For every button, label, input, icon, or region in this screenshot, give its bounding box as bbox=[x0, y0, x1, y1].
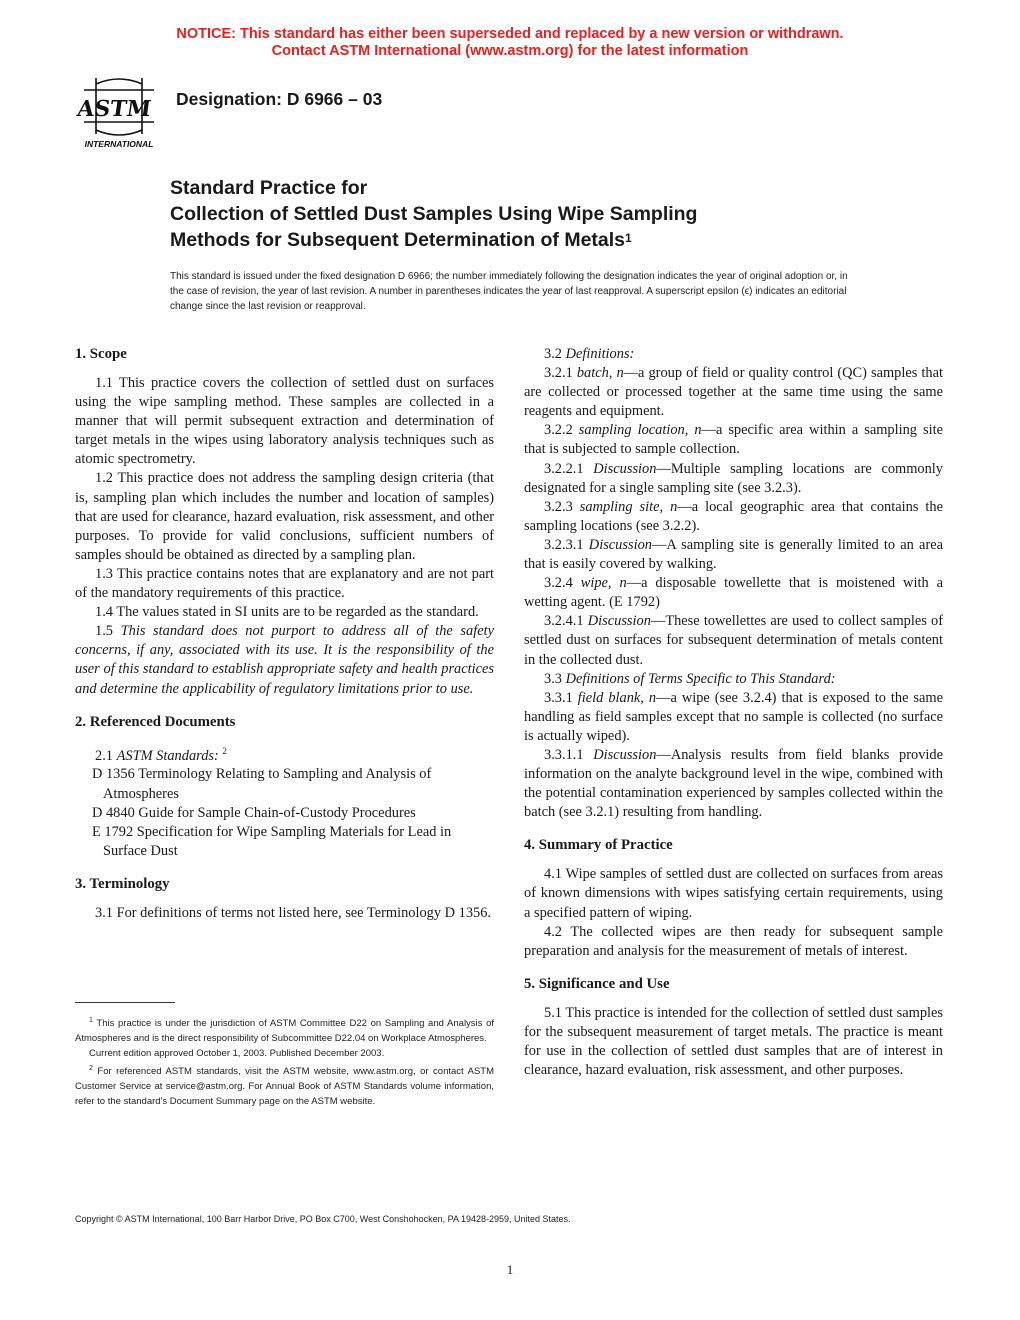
paragraph-4-1: 4.1 Wipe samples of settled dust are collected on surfaces from areas of known dimensions with wipes satisfying certain requirements, using a specified pattern of wiping. bbox=[524, 866, 943, 921]
reference-d4840: D 4840 Guide for Sample Chain-of-Custody Procedures bbox=[92, 804, 416, 821]
definition-sampling-site: 3.2.3 sampling site, n—a local geographic area that contains the sampling locations (see 3.2.2). bbox=[524, 498, 943, 534]
section-heading-referenced-documents: 2. Referenced Documents bbox=[75, 713, 236, 730]
title-line-3: Methods for Subsequent Determination of Metals$^1$ bbox=[170, 229, 632, 251]
definition-wipe: 3.2.4 wipe, n—a disposable towellette that is moistened with a wetting agent. (E 1792) bbox=[524, 575, 943, 611]
title-footnote-marker: 1 bbox=[625, 231, 632, 245]
section-heading-summary: 4. Summary of Practice bbox=[524, 837, 673, 854]
astm-logo bbox=[74, 74, 164, 152]
section-heading-significance: 5. Significance and Use bbox=[524, 975, 670, 992]
footnote-2: $^2$ For referenced ASTM standards, visit the ASTM website, www.astm.org, or contact ASTM Customer Service at service@astm.org. For Annual Book of ASTM Standards volume information, refer to the standard's Document Summary page on the ASTM website. bbox=[75, 1065, 494, 1108]
paragraph-1-2: 1.2 This practice does not address the sampling design criteria (that is, sampling plan which includes the number and location of samples) that are used for clearance, hazard evaluation, risk assessment, and other purposes. To provide for valid conclusions, sufficient numbers of samples should be obtained as directed by a sampling plan. bbox=[75, 470, 494, 563]
reference-d1356: D 1356 Terminology Relating to Sampling and Analysis of Atmospheres bbox=[92, 766, 432, 802]
logo-caption: INTERNATIONAL bbox=[84, 139, 154, 149]
title-line-1: Standard Practice for bbox=[170, 177, 368, 199]
issuance-note: This standard is issued under the fixed designation D 6966; the number immediately following the designation indicates the year of original adoption or, in the case of revision, the year of last revision. A number in parentheses indicates the year of last reapproval. A superscript epsilon (ϵ) indicates an editorial change since the last revision or reapproval. bbox=[170, 271, 848, 312]
paragraph-1-3: 1.3 This practice contains notes that are explanatory and are not part of the mandatory requirements of this practice. bbox=[75, 565, 494, 602]
paragraph-2-1: 2.1 ASTM Standards: $^2$ bbox=[95, 745, 227, 764]
logo-mark-text: ASTM bbox=[75, 96, 153, 122]
paragraph-1-4: 1.4 The values stated in SI units are to be regarded as the standard. bbox=[95, 604, 479, 621]
definition-field-blank: 3.3.1 field blank, n—a wipe (see 3.2.4) that is exposed to the same handling as field samples except that no sample is collected (no surface is actually wiped). bbox=[524, 689, 943, 744]
discussion-3-2-4-1: 3.2.4.1 Discussion—These towellettes are used to collect samples of settled dust on surfaces for subsequent determination of metals content in the collected dust. bbox=[524, 613, 944, 668]
footnote-divider bbox=[75, 1002, 175, 1003]
definition-sampling-location: 3.2.2 sampling location, n—a specific area within a sampling site that is subjected to sample collection. bbox=[524, 422, 943, 458]
discussion-3-3-1-1: 3.3.1.1 Discussion—Analysis results from field blanks provide information on the analyte background level in the wipe, combined with the potential contamination experienced by samples collected within the batch (see 3.2.1) resulting from handling. bbox=[524, 746, 943, 821]
reference-e1792: E 1792 Specification for Wipe Sampling Materials for Lead in Surface Dust bbox=[92, 823, 452, 859]
right-column bbox=[524, 345, 943, 1080]
paragraph-4-2: 4.2 The collected wipes are then ready for subsequent sample preparation and analysis for the measurement of metals of interest. bbox=[524, 923, 943, 959]
astm-logo-mark bbox=[74, 74, 164, 152]
supersession-notice bbox=[0, 26, 1020, 60]
paragraph-3-2: 3.2 Definitions: bbox=[544, 346, 635, 362]
copyright-line: Copyright © ASTM International, 100 Barr Harbor Drive, PO Box C700, West Conshohocken, PA 19428-2959, United States. bbox=[75, 1214, 571, 1224]
discussion-3-2-2-1: 3.2.2.1 Discussion—Multiple sampling locations are commonly designated for a single sampling site (see 3.2.3). bbox=[524, 460, 943, 496]
left-column bbox=[75, 345, 494, 923]
notice-line-2: Contact ASTM International (www.astm.org) for the latest information bbox=[271, 43, 749, 59]
paragraph-3-3: 3.3 Definitions of Terms Specific to This Standard: bbox=[544, 670, 836, 687]
notice-line-1: NOTICE: This standard has either been superseded and replaced by a new version or withdrawn. bbox=[176, 26, 844, 42]
document-title bbox=[170, 175, 890, 253]
paragraph-3-1: 3.1 For definitions of terms not listed here, see Terminology D 1356. bbox=[95, 904, 492, 921]
section-heading-terminology: 3. Terminology bbox=[75, 875, 170, 892]
title-line-2: Collection of Settled Dust Samples Using Wipe Sampling bbox=[170, 203, 698, 225]
designation: Designation: D 6966 – 03 bbox=[176, 89, 383, 109]
footnotes bbox=[75, 1013, 494, 1109]
paragraph-1-1: 1.1 This practice covers the collection of settled dust on surfaces using the wipe sampling method. These samples are collected in a manner that will permit subsequent extraction and determination of target metals in the wipes using laboratory analysis techniques such as atomic spectrometry. bbox=[75, 375, 494, 468]
discussion-3-2-3-1: 3.2.3.1 Discussion—A sampling site is generally limited to an area that is easily covered by walking. bbox=[524, 536, 944, 573]
footnote-1-edition: Current edition approved October 1, 2003. Published December 2003. bbox=[89, 1048, 385, 1060]
definition-batch: 3.2.1 batch, n—a group of field or quality control (QC) samples that are collected or processed together at the same time using the same reagents and equipment. bbox=[524, 365, 943, 420]
section-heading-scope: 1. Scope bbox=[75, 346, 127, 362]
footnote-1: $^1$ This practice is under the jurisdiction of ASTM Committee D22 on Sampling and Analysis of Atmospheres and is the direct responsibility of Subcommittee D22.04 on Workplace Atmospheres. bbox=[75, 1017, 494, 1045]
page-number: 1 bbox=[506, 1262, 514, 1277]
paragraph-1-5: 1.5 This standard does not purport to address all of the safety concerns, if any, associated with its use. It is the responsibility of the user of this standard to establish appropriate safety and health practices and determine the applicability of regulatory limitations prior to use. bbox=[75, 623, 494, 697]
paragraph-5-1: 5.1 This practice is intended for the collection of settled dust samples for the subsequent measurement of target metals. The practice is meant for use in the collection of settled dust samples that are of interest in clearance, hazard evaluation, risk assessment, and other purposes. bbox=[524, 1004, 943, 1079]
